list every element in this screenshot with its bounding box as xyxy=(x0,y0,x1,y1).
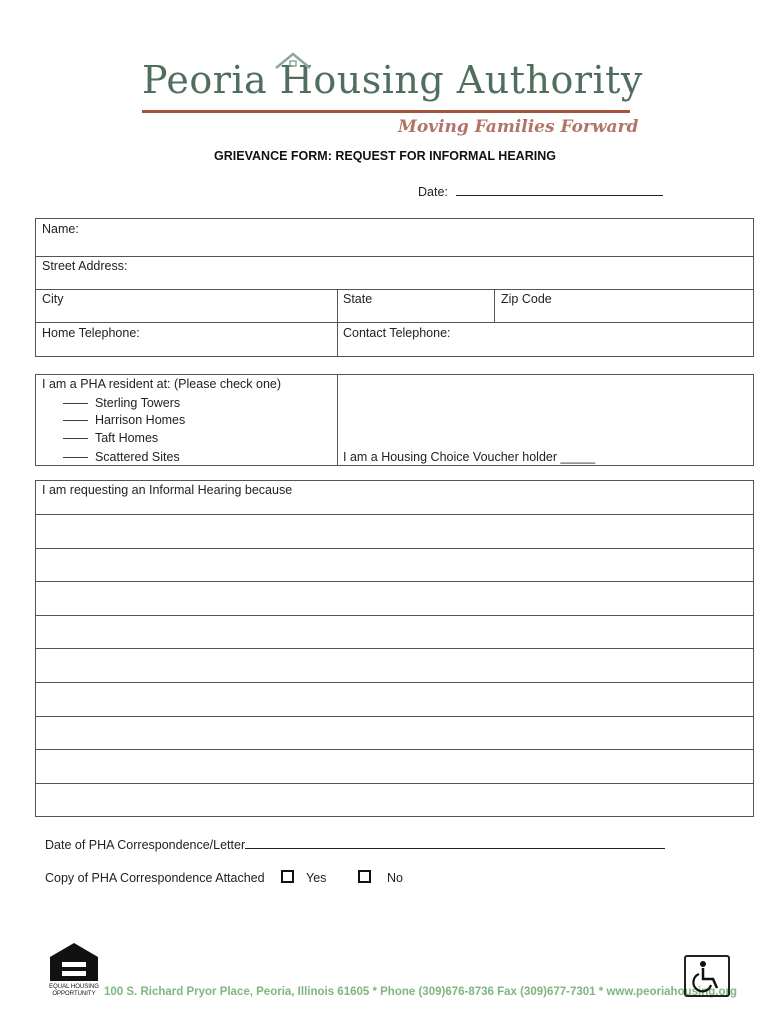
no-checkbox[interactable] xyxy=(358,870,371,883)
reason-line[interactable] xyxy=(35,716,754,717)
street-address-field[interactable]: Street Address: xyxy=(42,259,128,273)
correspondence-date-label: Date of PHA Correspondence/Letter xyxy=(45,838,246,852)
residence-option[interactable] xyxy=(63,396,180,410)
logo-rule xyxy=(142,110,630,113)
equal-housing-opportunity-icon xyxy=(48,941,100,999)
residence-option[interactable] xyxy=(63,413,185,427)
list-bullet: —— xyxy=(63,396,88,410)
correspondence-date-field[interactable] xyxy=(245,836,665,849)
date-label: Date: xyxy=(418,185,448,199)
reason-line[interactable] xyxy=(35,581,754,582)
yes-label: Yes xyxy=(306,871,327,885)
reason-line[interactable] xyxy=(35,648,754,649)
logo-wordmark: Peoria Housing Authority xyxy=(142,58,643,102)
voucher-holder-field[interactable]: I am a Housing Choice Voucher holder _____ xyxy=(343,450,596,464)
reason-prompt: I am requesting an Informal Hearing because xyxy=(42,483,293,497)
eho-text-1: EQUAL HOUSING xyxy=(49,984,99,990)
divider xyxy=(494,289,495,322)
house-roof-icon xyxy=(272,50,314,80)
list-bullet: —— xyxy=(63,450,88,464)
divider xyxy=(337,289,338,357)
date-field[interactable] xyxy=(456,183,663,196)
state-field[interactable]: State xyxy=(343,292,373,306)
zip-code-field[interactable]: Zip Code xyxy=(501,292,552,306)
eho-text-2: OPPORTUNITY xyxy=(52,991,96,997)
home-telephone-field[interactable]: Home Telephone: xyxy=(42,326,140,340)
divider xyxy=(35,322,754,323)
form-title: GRIEVANCE FORM: REQUEST FOR INFORMAL HEARING xyxy=(214,149,556,163)
name-field[interactable]: Name: xyxy=(42,222,79,236)
correspondence-date-row xyxy=(45,836,665,852)
reason-line[interactable] xyxy=(35,783,754,784)
option-label: Sterling Towers xyxy=(94,396,181,410)
reason-line[interactable] xyxy=(35,682,754,683)
copy-attached-label: Copy of PHA Correspondence Attached xyxy=(45,871,265,885)
yes-checkbox[interactable] xyxy=(281,870,294,883)
date-row xyxy=(418,183,663,199)
reason-line[interactable] xyxy=(35,514,754,515)
no-label: No xyxy=(387,871,403,885)
divider xyxy=(337,374,338,466)
residence-option[interactable] xyxy=(63,450,180,464)
residence-option[interactable] xyxy=(63,431,158,445)
option-label: Harrison Homes xyxy=(94,413,186,427)
option-label: Taft Homes xyxy=(94,431,159,445)
reason-line[interactable] xyxy=(35,615,754,616)
list-bullet: —— xyxy=(63,431,88,445)
divider xyxy=(35,256,754,257)
logo-tagline: Moving Families Forward xyxy=(398,117,639,137)
reason-line[interactable] xyxy=(35,548,754,549)
city-field[interactable]: City xyxy=(42,292,64,306)
list-bullet: —— xyxy=(63,413,88,427)
residence-prompt: I am a PHA resident at: (Please check one) xyxy=(42,377,282,391)
wheelchair-accessibility-icon xyxy=(684,955,730,997)
reason-line[interactable] xyxy=(35,749,754,750)
divider xyxy=(35,289,754,290)
footer-address: 100 S. Richard Pryor Place, Peoria, Illinois 61605 * Phone (309)676-8736 Fax (309)677-7301 * www.peoriahousing.org xyxy=(104,986,737,998)
option-label: Scattered Sites xyxy=(94,450,180,464)
contact-telephone-field[interactable]: Contact Telephone: xyxy=(343,326,451,340)
